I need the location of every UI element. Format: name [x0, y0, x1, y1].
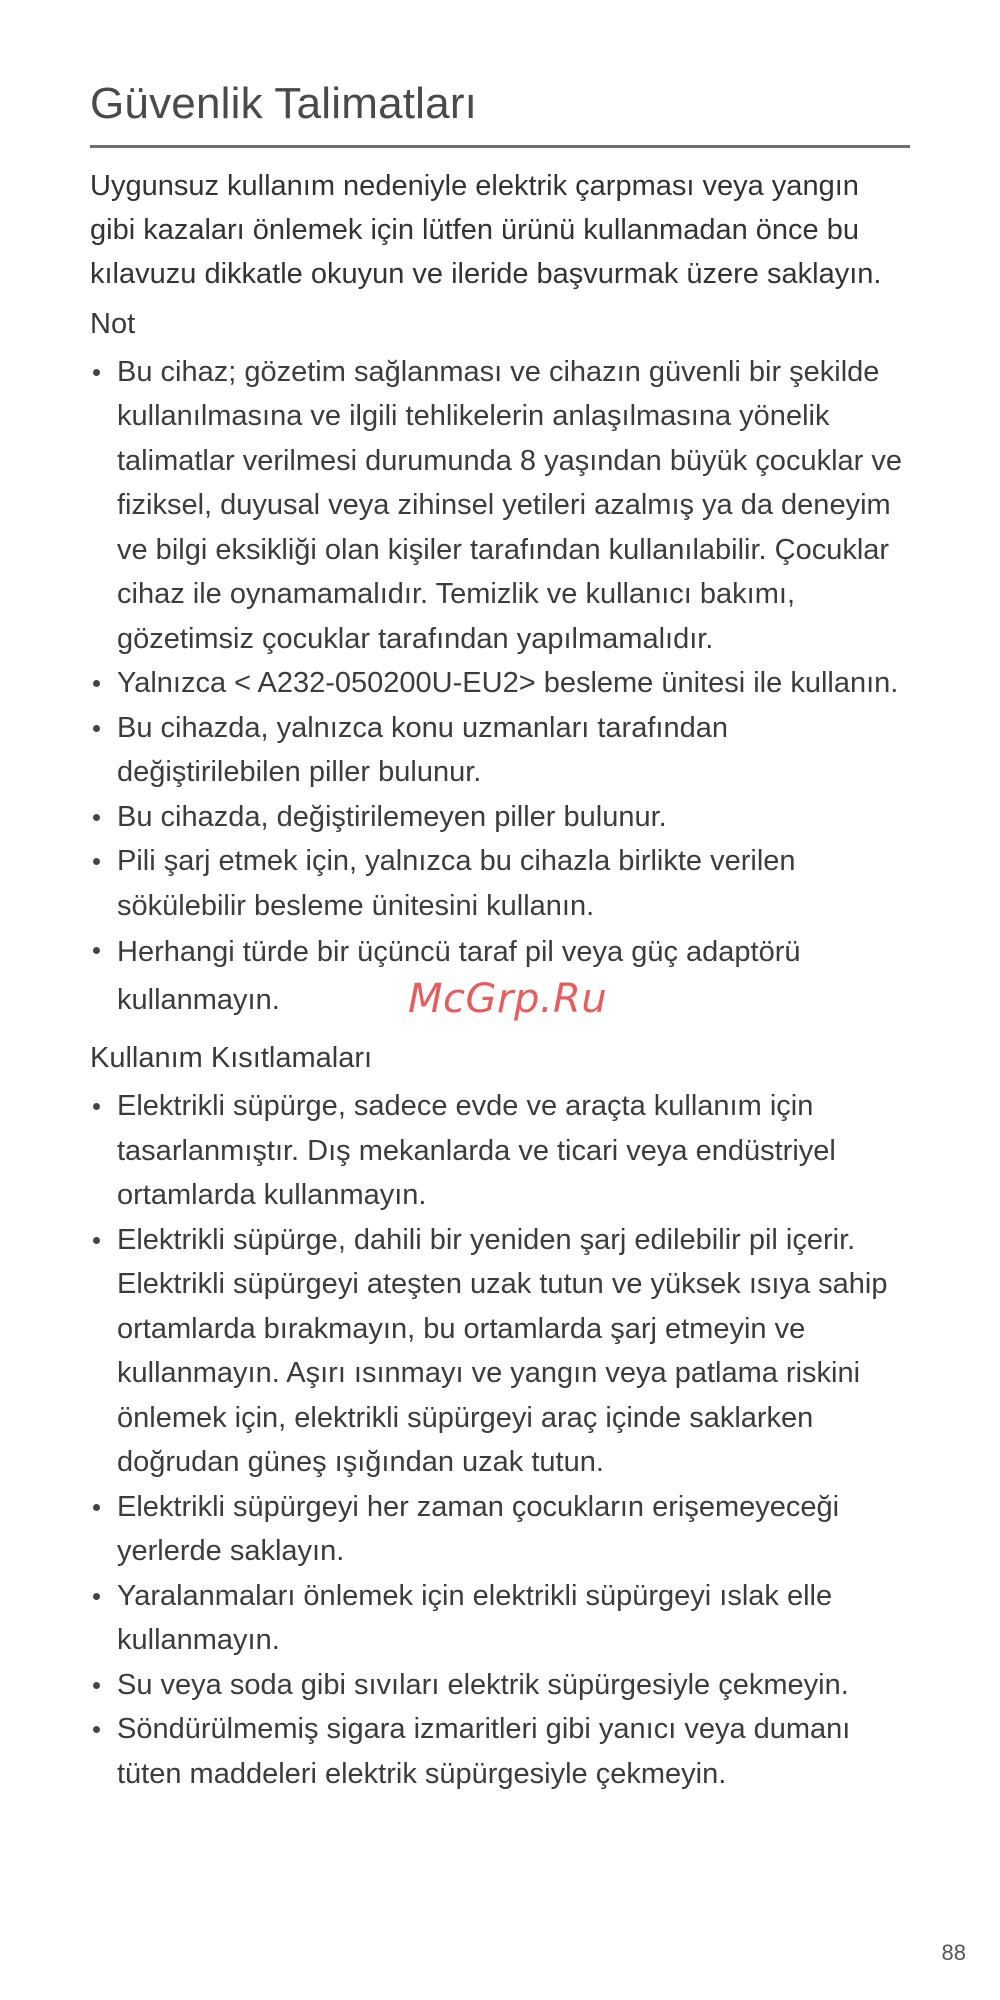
restriction-item: Elektrikli süpürgeyi her zaman çocukların erişemeyeceği yerlerde saklayın.: [90, 1485, 910, 1574]
note-item: Bu cihazda, değiştirilemeyen piller bulunur.: [90, 795, 910, 840]
restriction-item: Su veya soda gibi sıvıları elektrik süpürgesiyle çekmeyin.: [90, 1663, 910, 1708]
page-number: 88: [941, 1940, 966, 1965]
restriction-item: Yaralanmaları önlemek için elektrikli süpürgeyi ıslak elle kullanmayın.: [90, 1574, 910, 1663]
note-item: Bu cihazda, yalnızca konu uzmanları tarafından değiştirilebilen piller bulunur.: [90, 706, 910, 795]
restrictions-list: [90, 1084, 910, 1796]
note-item: Bu cihaz; gözetim sağlanması ve cihazın güvenli bir şekilde kullanılmasına ve ilgili tehlikelerin anlaşılmasına yönelik talimatlar verilmesi durumunda 8 yaşından büyük çocuklar ve fiziksel, duyusal veya zihinsel yetileri azalmış ya da deneyim ve bilgi eksikliği olan kişiler tarafından kullanılabilir. Çocuklar cihaz ile oynamamalıdır. Temizlik ve kullanıcı bakımı, gözetimsiz çocuklar tarafından yapılmamalıdır.: [90, 350, 910, 662]
intro-paragraph: Uygunsuz kullanım nedeniyle elektrik çarpması veya yangın gibi kazaları önlemek için lütfen ürünü kullanmadan önce bu kılavuzu dikkatle okuyun ve ileride başvurmak üzere saklayın.: [90, 169, 882, 290]
note-heading: Not: [90, 307, 136, 340]
note-item: Yalnızca < A232-050200U-EU2> besleme ünitesi ile kullanın.: [90, 661, 910, 706]
title-divider: [90, 145, 910, 148]
restriction-item: Elektrikli süpürge, dahili bir yeniden şarj edilebilir pil içerir. Elektrikli süpürgeyi ateşten uzak tutun ve yüksek ısıya sahip ortamlarda bırakmayın, bu ortamlarda şarj etmeyin ve kullanmayın. Aşırı ısınmayı ve yangın veya patlama riskini önlemek için, elektrikli süpürgeyi araç içinde saklarken doğrudan güneş ışığından uzak tutun.: [90, 1218, 910, 1485]
document-page: [90, 78, 910, 1796]
restrictions-heading: Kullanım Kısıtlamaları: [90, 1042, 373, 1075]
watermark: McGrp.Ru: [408, 976, 608, 1022]
note-list: [90, 350, 910, 1025]
restriction-item: Söndürülmemiş sigara izmaritleri gibi yanıcı veya dumanı tüten maddeleri elektrik süpürgesiyle çekmeyin.: [90, 1707, 910, 1796]
page-title: Güvenlik Talimatları: [90, 79, 478, 128]
note-item: Pili şarj etmek için, yalnızca bu cihazla birlikte verilen sökülebilir besleme ünitesini kullanın.: [90, 839, 910, 928]
note-item: Herhangi türde bir üçüncü taraf pil veya güç adaptörü kullanmayın.: [90, 928, 910, 1024]
restriction-item: Elektrikli süpürge, sadece evde ve araçta kullanım için tasarlanmıştır. Dış mekanlarda ve ticari veya endüstriyel ortamlarda kullanmayın.: [90, 1084, 910, 1218]
